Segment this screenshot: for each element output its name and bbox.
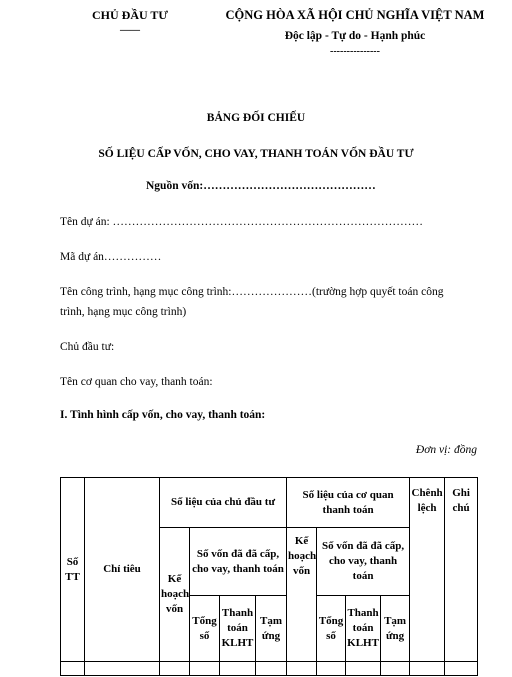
table-cell: [410, 662, 445, 676]
table-cell: [190, 662, 220, 676]
table-cell: [346, 662, 381, 676]
table-cell: [85, 662, 160, 676]
col-diff: Chênh lệch: [410, 478, 445, 662]
table-cell: [317, 662, 346, 676]
motto-underline: ---------------: [330, 46, 380, 57]
investor-underline: ——: [120, 25, 140, 36]
group-paid: Số vốn đã đã cấp, cho vay, thanh toán: [190, 528, 287, 596]
table-cell: [160, 662, 190, 676]
col-plan: Kế hoạch vốn: [160, 528, 190, 662]
work-item-field-cont: trình, hạng mục công trình): [60, 306, 187, 318]
table-cell: [287, 662, 317, 676]
col-stt: Số TT: [61, 478, 85, 662]
col-klht-agency: Thanh toán KLHT: [346, 596, 381, 662]
project-code-field: Mã dự án……………: [60, 251, 162, 263]
table-cell: [256, 662, 287, 676]
table-cell: [61, 662, 85, 676]
section-heading: I. Tình hình cấp vốn, cho vay, thanh toán:: [60, 409, 266, 421]
project-name-field: Tên dự án: ………………………………………………………………………: [60, 216, 424, 228]
motto: Độc lập - Tự do - Hạnh phúc: [284, 30, 426, 42]
group-paid-agency: Số vốn đã đã cấp, cho vay, thanh toán: [317, 528, 410, 596]
group-agency: Số liệu của cơ quan thanh toán: [287, 478, 410, 528]
document-title: BẢNG ĐỐI CHIẾU: [206, 112, 306, 124]
table-cell: [220, 662, 256, 676]
col-advance-agency: Tạm ứng: [381, 596, 410, 662]
table-cell: [445, 662, 478, 676]
col-klht: Thanh toán KLHT: [220, 596, 256, 662]
country-name: CỘNG HÒA XÃ HỘI CHỦ NGHĨA VIỆT NAM: [225, 8, 485, 22]
col-total: Tổng số: [190, 596, 220, 662]
funding-source: Nguồn vốn:………………………………………: [146, 180, 376, 192]
investor-field: Chủ đầu tư:: [60, 341, 115, 353]
table-cell: [381, 662, 410, 676]
group-investor: Số liệu của chủ đầu tư: [160, 478, 287, 528]
agency-field: Tên cơ quan cho vay, thanh toán:: [60, 376, 213, 388]
col-total-agency: Tổng số: [317, 596, 346, 662]
col-indicator: Chỉ tiêu: [85, 478, 160, 662]
col-plan-agency: Kế hoạch vốn: [287, 528, 317, 662]
unit-note: Đơn vị: đồng: [415, 444, 477, 456]
col-note: Ghi chú: [445, 478, 478, 662]
comparison-table: [60, 477, 477, 677]
work-item-field: Tên công trình, hạng mục công trình:…………………(trường hợp quyết toán công: [60, 286, 444, 298]
col-advance: Tạm ứng: [256, 596, 287, 662]
document-subtitle: SỐ LIỆU CẤP VỐN, CHO VAY, THANH TOÁN VỐN ĐẦU TƯ: [98, 148, 414, 160]
investor-label: CHỦ ĐẦU TƯ: [91, 8, 168, 22]
